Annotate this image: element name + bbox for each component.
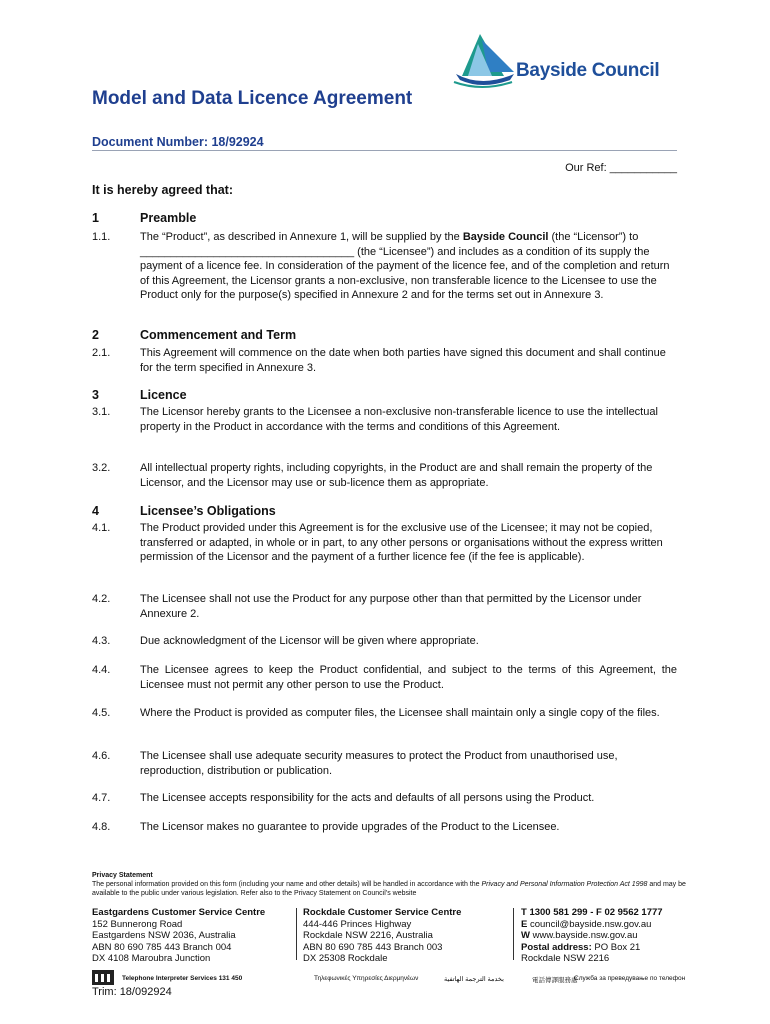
contact-email-row <box>521 919 663 931</box>
privacy-statement <box>92 871 692 898</box>
clause-text: The Product provided under this Agreement is for the exclusive use of the Licensee; it may not be copied, transferred or adapted, in whole or in part, to any other persons or organisations without the express written permission of the Licensor and the payment of a further licence fee (if the fee is applicable). <box>140 522 663 564</box>
clause-number: 4.5. <box>92 707 111 719</box>
clause-text: The Licensor hereby grants to the Licensee a non-exclusive non-transferable licence to use the intellectual property in the Product in accordance with the terms and conditions of this Agreement. <box>140 406 658 433</box>
section-number: 3 <box>92 388 99 402</box>
footer-eastgardens <box>92 907 265 965</box>
section-number: 2 <box>92 328 99 342</box>
page-title: Model and Data Licence Agreement <box>92 88 413 109</box>
clause-text: The Licensee shall not use the Product for any purpose other than that permitted by the Licensor under Annexure 2. <box>140 593 642 620</box>
section-title: Preamble <box>140 211 197 225</box>
clause-text: The Licensor makes no guarantee to provide upgrades of the Product to the Licensee. <box>140 821 560 833</box>
clause-4-2 <box>92 592 677 621</box>
eastgardens-line: ABN 80 690 785 443 Branch 004 <box>92 941 232 953</box>
interpreter-chinese: 電話傳譯服務處 <box>532 977 578 984</box>
postal-label: Postal address: <box>521 941 592 953</box>
clause-text: Where the Product is provided as computer files, the Licensee shall maintain only a single copy of the files. <box>140 707 660 719</box>
footer-divider <box>513 908 514 960</box>
rockdale-line: ABN 80 690 785 443 Branch 003 <box>303 941 443 953</box>
clause-text: Due acknowledgment of the Licensor will be given where appropriate. <box>140 635 479 647</box>
section-heading-3 <box>92 388 187 402</box>
section-title: Commencement and Term <box>140 328 297 342</box>
privacy-act-name: Privacy and Personal Information Protection Act 1998 <box>481 881 648 888</box>
clause-text-part: “Licensor”) to ___________________________________ (the “Licensee”) and includes as a condition of its supply the payment of a licence fee. In consideration of the payment of the licence fee, and of the completion and return of this Agreement, the Licensor grants a non-exclusive, non transferable licence to the Licensee to use the Product only for the purpose(s) specified in Annexure 2 and for the terms set out in Annexure 3. <box>140 231 670 302</box>
clause-number: 4.7. <box>92 792 111 804</box>
eastgardens-line: DX 4108 Maroubra Junction <box>92 953 211 964</box>
interpreter-greek: Τηλεφωνικές Υπηρεσίες Διερμηνέων <box>314 975 419 982</box>
bayside-council-bold: Bayside Council <box>462 231 549 243</box>
clause-4-1 <box>92 521 677 565</box>
clause-4-5 <box>92 706 677 721</box>
clause-text: The Licensee shall use adequate security measures to protect the Product from unauthorised use, reproduction, distribution or publication. <box>140 750 618 777</box>
section-heading-1 <box>92 211 196 225</box>
clause-4-4 <box>92 663 677 692</box>
agreed-heading: It is hereby agreed that: <box>92 183 234 197</box>
clause-text: All intellectual property rights, including copyrights, in the Product are and shall remain the property of the Licensor, and the Licensor may use or sub-licence them as appropriate. <box>140 462 653 489</box>
header-divider <box>92 150 677 151</box>
section-title: Licence <box>140 388 187 402</box>
privacy-heading: Privacy Statement <box>92 872 153 879</box>
clause-1-1 <box>92 230 677 303</box>
contact-web[interactable]: www.bayside.nsw.gov.au <box>532 930 638 941</box>
interpreter-english: Telephone Interpreter Services 131 450 <box>122 975 243 982</box>
our-ref: Our Ref: ___________ <box>565 162 677 174</box>
clause-4-3 <box>92 634 677 649</box>
clause-number: 4.3. <box>92 635 111 647</box>
clause-number: 2.1. <box>92 347 111 359</box>
section-heading-4 <box>92 504 276 518</box>
eastgardens-line: 152 Bunnerong Road <box>92 918 183 930</box>
rockdale-line: Rockdale NSW 2216, Australia <box>303 930 433 941</box>
contact-phone: T 1300 581 299 - F 02 9562 1777 <box>521 907 663 918</box>
interpreter-macedonian: Служба за преведување по телефон <box>574 975 686 982</box>
clause-4-8 <box>92 820 677 835</box>
document-number: Document Number: 18/92924 <box>92 135 264 149</box>
clause-text-part: (the <box>548 231 571 243</box>
section-heading-2 <box>92 328 296 342</box>
footer-contact <box>521 907 663 965</box>
section-title: Licensee’s Obligations <box>140 504 276 518</box>
privacy-text: The personal information provided on this form (including your name and other details) will be handled in accordance with the <box>92 881 482 888</box>
section-number: 4 <box>92 504 99 518</box>
section-number: 1 <box>92 211 99 225</box>
trim-number: Trim: 18/092924 <box>92 986 172 998</box>
footer-rockdale <box>303 907 461 965</box>
contact-web-row <box>521 930 663 942</box>
contact-email[interactable]: council@bayside.nsw.gov.au <box>529 918 652 930</box>
clause-number: 3.1. <box>92 406 111 418</box>
web-label: W <box>521 930 530 941</box>
rockdale-heading: Rockdale Customer Service Centre <box>303 907 462 918</box>
interpreter-arabic: بخدمة الترجمة الهاتفية <box>444 976 504 983</box>
rockdale-line: 444-446 Princes Highway <box>303 918 412 930</box>
clause-text: This Agreement will commence on the date when both parties have signed this document and shall continue for the term specified in Annexure 3. <box>140 347 666 374</box>
privacy-text: and may be available to the public under various legislation. Refer also to the Privacy Statement on Council’s website <box>92 881 686 897</box>
clause-text: The Licensee accepts responsibility for the acts and defaults of all persons using the Product. <box>140 792 595 804</box>
eastgardens-line: Eastgardens NSW 2036, Australia <box>92 930 236 941</box>
clause-number: 4.4. <box>92 664 111 676</box>
clause-number: 4.1. <box>92 522 111 534</box>
clause-number: 4.6. <box>92 750 111 762</box>
clause-text-part: The “Product”, as described in Annexure 1, will be supplied by the <box>140 231 463 243</box>
eastgardens-heading: Eastgardens Customer Service Centre <box>92 907 266 918</box>
clause-4-7 <box>92 791 677 806</box>
clause-3-2 <box>92 461 677 490</box>
interpreter-icon <box>92 970 114 985</box>
contact-postal-line2: Rockdale NSW 2216 <box>521 953 610 964</box>
interpreter-strip <box>92 970 697 986</box>
logo-text: Bayside Council <box>516 60 660 81</box>
contact-postal-row <box>521 942 663 954</box>
email-label: E <box>521 918 528 930</box>
clause-3-1 <box>92 405 677 434</box>
footer-divider <box>296 908 297 960</box>
clause-4-6 <box>92 749 677 778</box>
rockdale-line: DX 25308 Rockdale <box>303 953 388 964</box>
clause-text: The Licensee agrees to keep the Product confidential, and subject to the terms of this Agreement, the Licensee must not permit any other person to use the Product. <box>140 664 677 691</box>
clause-number: 3.2. <box>92 462 111 474</box>
clause-number: 4.8. <box>92 821 111 833</box>
clause-2-1 <box>92 346 677 375</box>
clause-text <box>140 230 677 303</box>
contact-postal: PO Box 21 <box>594 941 641 953</box>
clause-number: 4.2. <box>92 593 111 605</box>
clause-number: 1.1. <box>92 231 111 243</box>
